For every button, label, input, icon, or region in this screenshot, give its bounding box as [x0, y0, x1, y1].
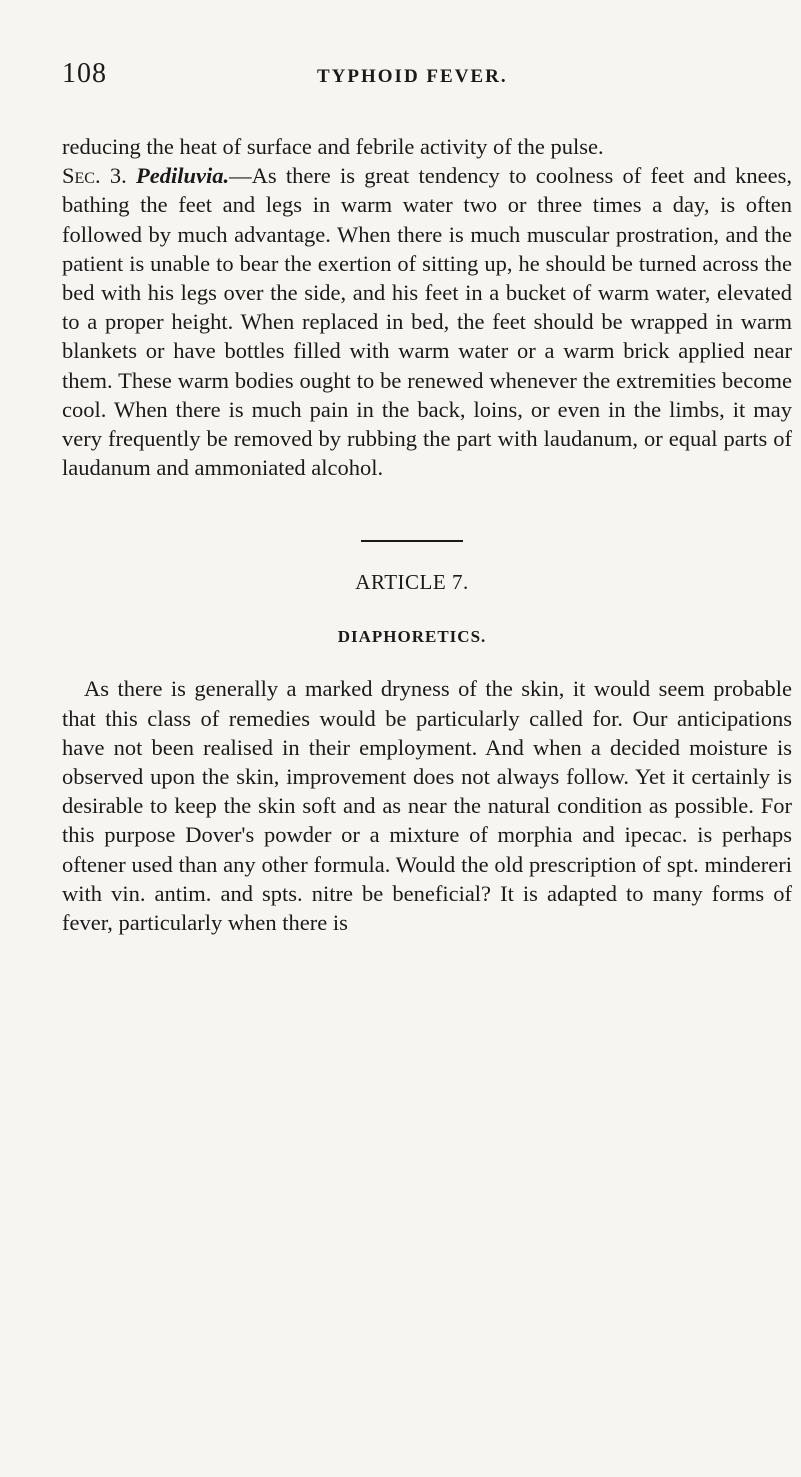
- book-page: [62, 58, 792, 937]
- article-text: As there is generally a marked dryness of the skin, it would seem probable that this class of remedies would be particularly called for. Our anticipations have not been realised in their employment. And when a decided moisture is observed upon the skin, improvement does not always follow. Yet it certainly is desirable to keep the skin soft and as near the natural condition as possible. For this purpose Dover's powder or a mixture of morphia and ipecac. is perhaps oftener used than any other formula. Would the old prescription of spt. mindereri with vin. antim. and spts. nitre be beneficial? It is adapted to many forms of fever, particularly when there is: [62, 676, 792, 936]
- section-title: Pediluvia.: [135, 163, 230, 189]
- page-number: 108: [62, 58, 107, 89]
- continuation-paragraph: [62, 132, 792, 161]
- running-title: TYPHOID FEVER.: [317, 66, 508, 87]
- continuation-text: reducing the heat of surface and febrile activity of the pulse.: [62, 134, 604, 159]
- article-paragraph: [62, 674, 792, 937]
- section-paragraph: [62, 161, 792, 482]
- article-heading: ARTICLE 7.: [355, 570, 469, 595]
- article-subheading: DIAPHORETICS.: [337, 627, 487, 647]
- section-label: Sec. 3.: [62, 163, 127, 189]
- divider-rule: [361, 540, 463, 542]
- section-text: —As there is great tendency to coolness of feet and knees, bathing the feet and legs in warm water two or three times a day, is often followed by much advantage. When there is much muscular prostration, and the patient is unable to bear the exertion of sitting up, he should be turned across the bed with his legs over the side, and his feet in a bucket of warm water, elevated to a proper height. When replaced in bed, the feet should be wrapped in warm blankets or have bottles filled with warm water or a warm brick applied near them. These warm bodies ought to be renewed whenever the extremities become cool. When there is much pain in the back, loins, or even in the limbs, it may very frequently be removed by rubbing the part with laudanum, or equal parts of laudanum and ammoniated alcohol.: [62, 163, 792, 481]
- running-head: [62, 58, 792, 94]
